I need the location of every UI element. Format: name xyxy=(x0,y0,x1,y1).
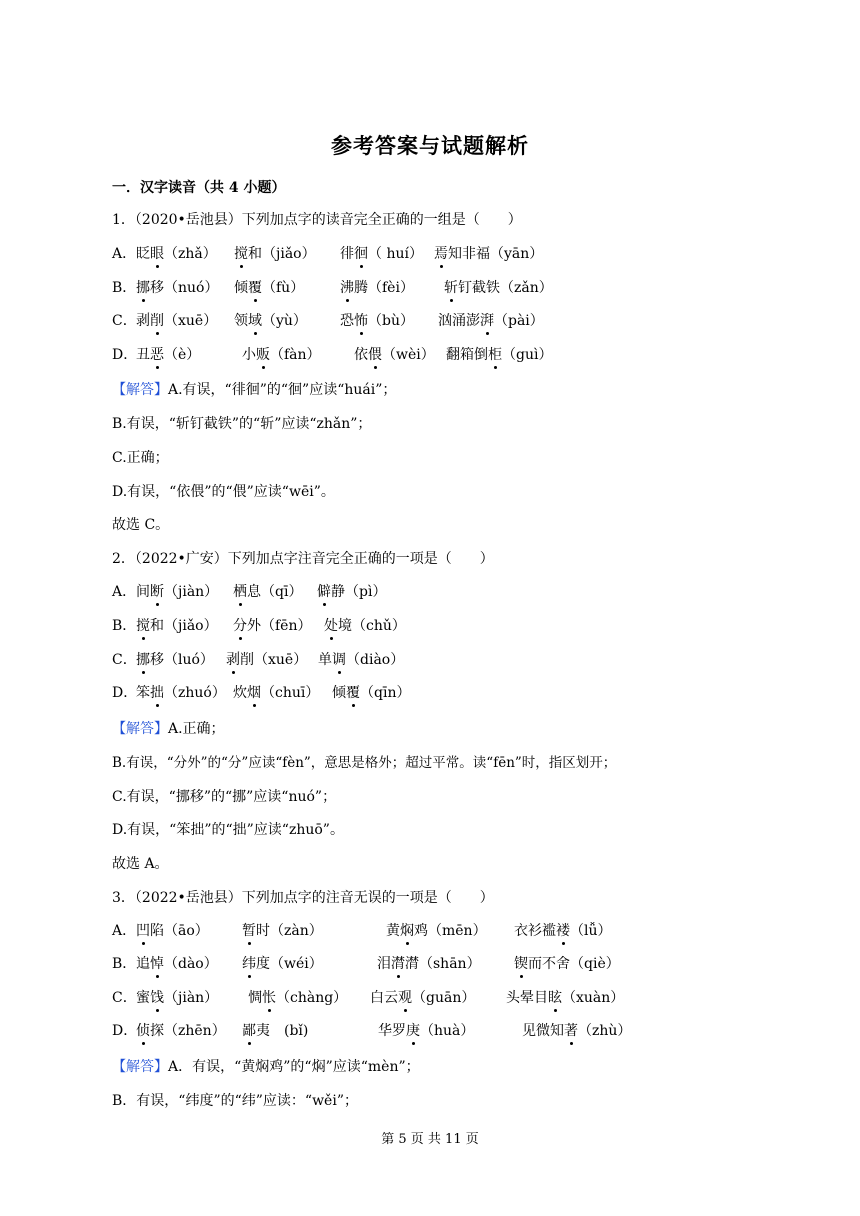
answer-label: 【解答】 xyxy=(112,1059,168,1075)
option-item: 白云观（guān） xyxy=(370,990,476,1006)
option-item: 汹涌澎湃（pài） xyxy=(438,313,544,329)
option-item: 依偎（wèi） xyxy=(354,347,435,363)
question-1-option-a: A． 眨眼（zhǎ） 搅和（jiǎo） 徘徊（ huí） 焉知非福（yān） xyxy=(112,246,544,262)
option-item: 挪移（luó） xyxy=(136,652,214,668)
option-item: 华罗庚（huà） xyxy=(378,1023,475,1039)
option-item: 僻静（pì） xyxy=(317,584,387,600)
option-item: 搅和（jiǎo） xyxy=(136,618,218,634)
answer-label: 【解答】 xyxy=(112,721,168,737)
answer-line: D.有误，“依偎”的“偎”应读“wēi”。 xyxy=(112,484,335,500)
question-1-stem: 1．（2020•岳池县）下列加点字的读音完全正确的一组是（ ） xyxy=(112,212,522,228)
question-1-option-b: B． 挪移（nuó） 倾覆（fù） 沸腾（fèi） 斩钉截铁（zǎn） xyxy=(112,280,553,296)
answer-line: D.有误，“笨拙”的“拙”应读“zhuō”。 xyxy=(112,822,344,838)
question-3-stem: 3．（2022•岳池县）下列加点字的注音无误的一项是（ ） xyxy=(112,890,494,906)
section-heading: 一．汉字读音（共 4 小题） xyxy=(112,180,286,196)
question-2-stem: 2．（2022•广安）下列加点字注音完全正确的一项是（ ） xyxy=(112,551,494,567)
option-item: 笨拙（zhuó） xyxy=(136,685,226,701)
option-item: 挪移（nuó） xyxy=(136,280,219,296)
option-item: 纬度（wéi） xyxy=(242,956,323,972)
option-item: 炊烟（chuī） xyxy=(233,685,320,701)
question-1-answer: 【解答】A.有误，“徘徊”的“徊”应读“huái”； xyxy=(112,382,397,398)
option-item: 翻箱倒柜（guì） xyxy=(446,347,553,363)
option-item: 栖息（qī） xyxy=(233,584,303,600)
question-3-option-b: B． 追悼（dào） 纬度（wéi） 泪潸潸（shān） 锲而不舍（qiè） xyxy=(112,956,620,972)
option-item: 徘徊（ huí） xyxy=(340,246,423,262)
option-item: 暂时（zàn） xyxy=(242,923,323,939)
option-item: 丑恶（è） xyxy=(136,347,201,363)
option-item: 见微知著（zhù） xyxy=(522,1023,632,1039)
option-item: 单调（diào） xyxy=(318,652,405,668)
option-item: 小贩（fàn） xyxy=(242,347,321,363)
page-title: 参考答案与试题解析 xyxy=(331,133,529,158)
option-item: 凹陷（āo） xyxy=(136,923,209,939)
question-1-option-d: D． 丑恶（è） 小贩（fàn） 依偎（wèi） 翻箱倒柜（guì） xyxy=(112,347,553,363)
option-item: 蜜饯（jiàn） xyxy=(136,990,219,1006)
answer-label: 【解答】 xyxy=(112,382,168,398)
option-item: 惆怅（chàng） xyxy=(248,990,348,1006)
option-item: 搅和（jiǎo） xyxy=(234,246,316,262)
question-3-answer: 【解答】A．有误，“黄焖鸡”的“焖”应读“mèn”； xyxy=(112,1059,420,1075)
option-item: 剥削（xuē） xyxy=(226,652,308,668)
answer-line: B.有误，“分外”的“分”应读“fèn”，意思是格外；超过平常。读“fēn”时，指区划开； xyxy=(112,755,617,771)
option-item: 追悼（dào） xyxy=(136,956,218,972)
option-item: 泪潸潸（shān） xyxy=(377,956,481,972)
question-2-option-b: B． 搅和（jiǎo） 分外（fēn） 处境（chǔ） xyxy=(112,618,406,634)
question-3-option-c: C． 蜜饯（jiàn） 惆怅（chàng） 白云观（guān） 头晕目眩（xuàn） xyxy=(112,990,625,1006)
question-1-option-c: C． 剥削（xuē） 领域（yù） 恐怖（bù） 汹涌澎湃（pài） xyxy=(112,313,544,329)
question-2-answer: 【解答】A.正确； xyxy=(112,721,225,737)
question-2-option-c: C． 挪移（luó） 剥削（xuē） 单调（diào） xyxy=(112,652,405,668)
option-item: 领域（yù） xyxy=(234,313,307,329)
option-item: 鄙夷 (bǐ) xyxy=(242,1023,309,1039)
page-footer: 第 5 页 共 11 页 xyxy=(381,1132,479,1147)
question-2-option-d: D． 笨拙（zhuó） 炊烟（chuī） 倾覆（qīn） xyxy=(112,685,411,701)
option-item: 焉知非福（yān） xyxy=(434,246,544,262)
question-3-option-d: D． 侦探（zhēn） 鄙夷 (bǐ) 华罗庚（huà） 见微知著（zhù） xyxy=(112,1023,632,1039)
answer-line: B.有误，“斩钉截铁”的“斩”应读“zhǎn”； xyxy=(112,416,372,432)
option-item: 处境（chǔ） xyxy=(324,618,406,634)
option-item: 斩钉截铁（zǎn） xyxy=(444,280,553,296)
option-item: 锲而不舍（qiè） xyxy=(514,956,620,972)
option-item: 倾覆（qīn） xyxy=(332,685,411,701)
option-item: 分外（fēn） xyxy=(233,618,312,634)
option-item: 恐怖（bù） xyxy=(340,313,414,329)
answer-line: C.正确； xyxy=(112,450,169,466)
question-3-option-a: A． 凹陷（āo） 暂时（zàn） 黄焖鸡（mēn） 衣衫褴褛（lǚ） xyxy=(112,923,612,939)
question-2-option-a: A． 间断（jiàn） 栖息（qī） 僻静（pì） xyxy=(112,584,387,600)
answer-conclusion: 故选 A。 xyxy=(112,856,169,872)
answer-conclusion: 故选 C。 xyxy=(112,517,170,533)
option-item: 倾覆（fù） xyxy=(234,280,305,296)
option-item: 头晕目眩（xuàn） xyxy=(506,990,625,1006)
option-item: 眨眼（zhǎ） xyxy=(136,246,217,262)
answer-line: C.有误，“挪移”的“挪”应读“nuó”； xyxy=(112,789,337,805)
option-item: 衣衫褴褛（lǚ） xyxy=(514,923,612,939)
option-item: 侦探（zhēn） xyxy=(136,1023,226,1039)
option-item: 沸腾（fèi） xyxy=(340,280,414,296)
option-item: 剥削（xuē） xyxy=(136,313,218,329)
answer-line: B．有误，“纬度”的“纬”应读：“wěi”； xyxy=(112,1093,358,1109)
option-item: 黄焖鸡（mēn） xyxy=(386,923,487,939)
option-item: 间断（jiàn） xyxy=(136,584,219,600)
